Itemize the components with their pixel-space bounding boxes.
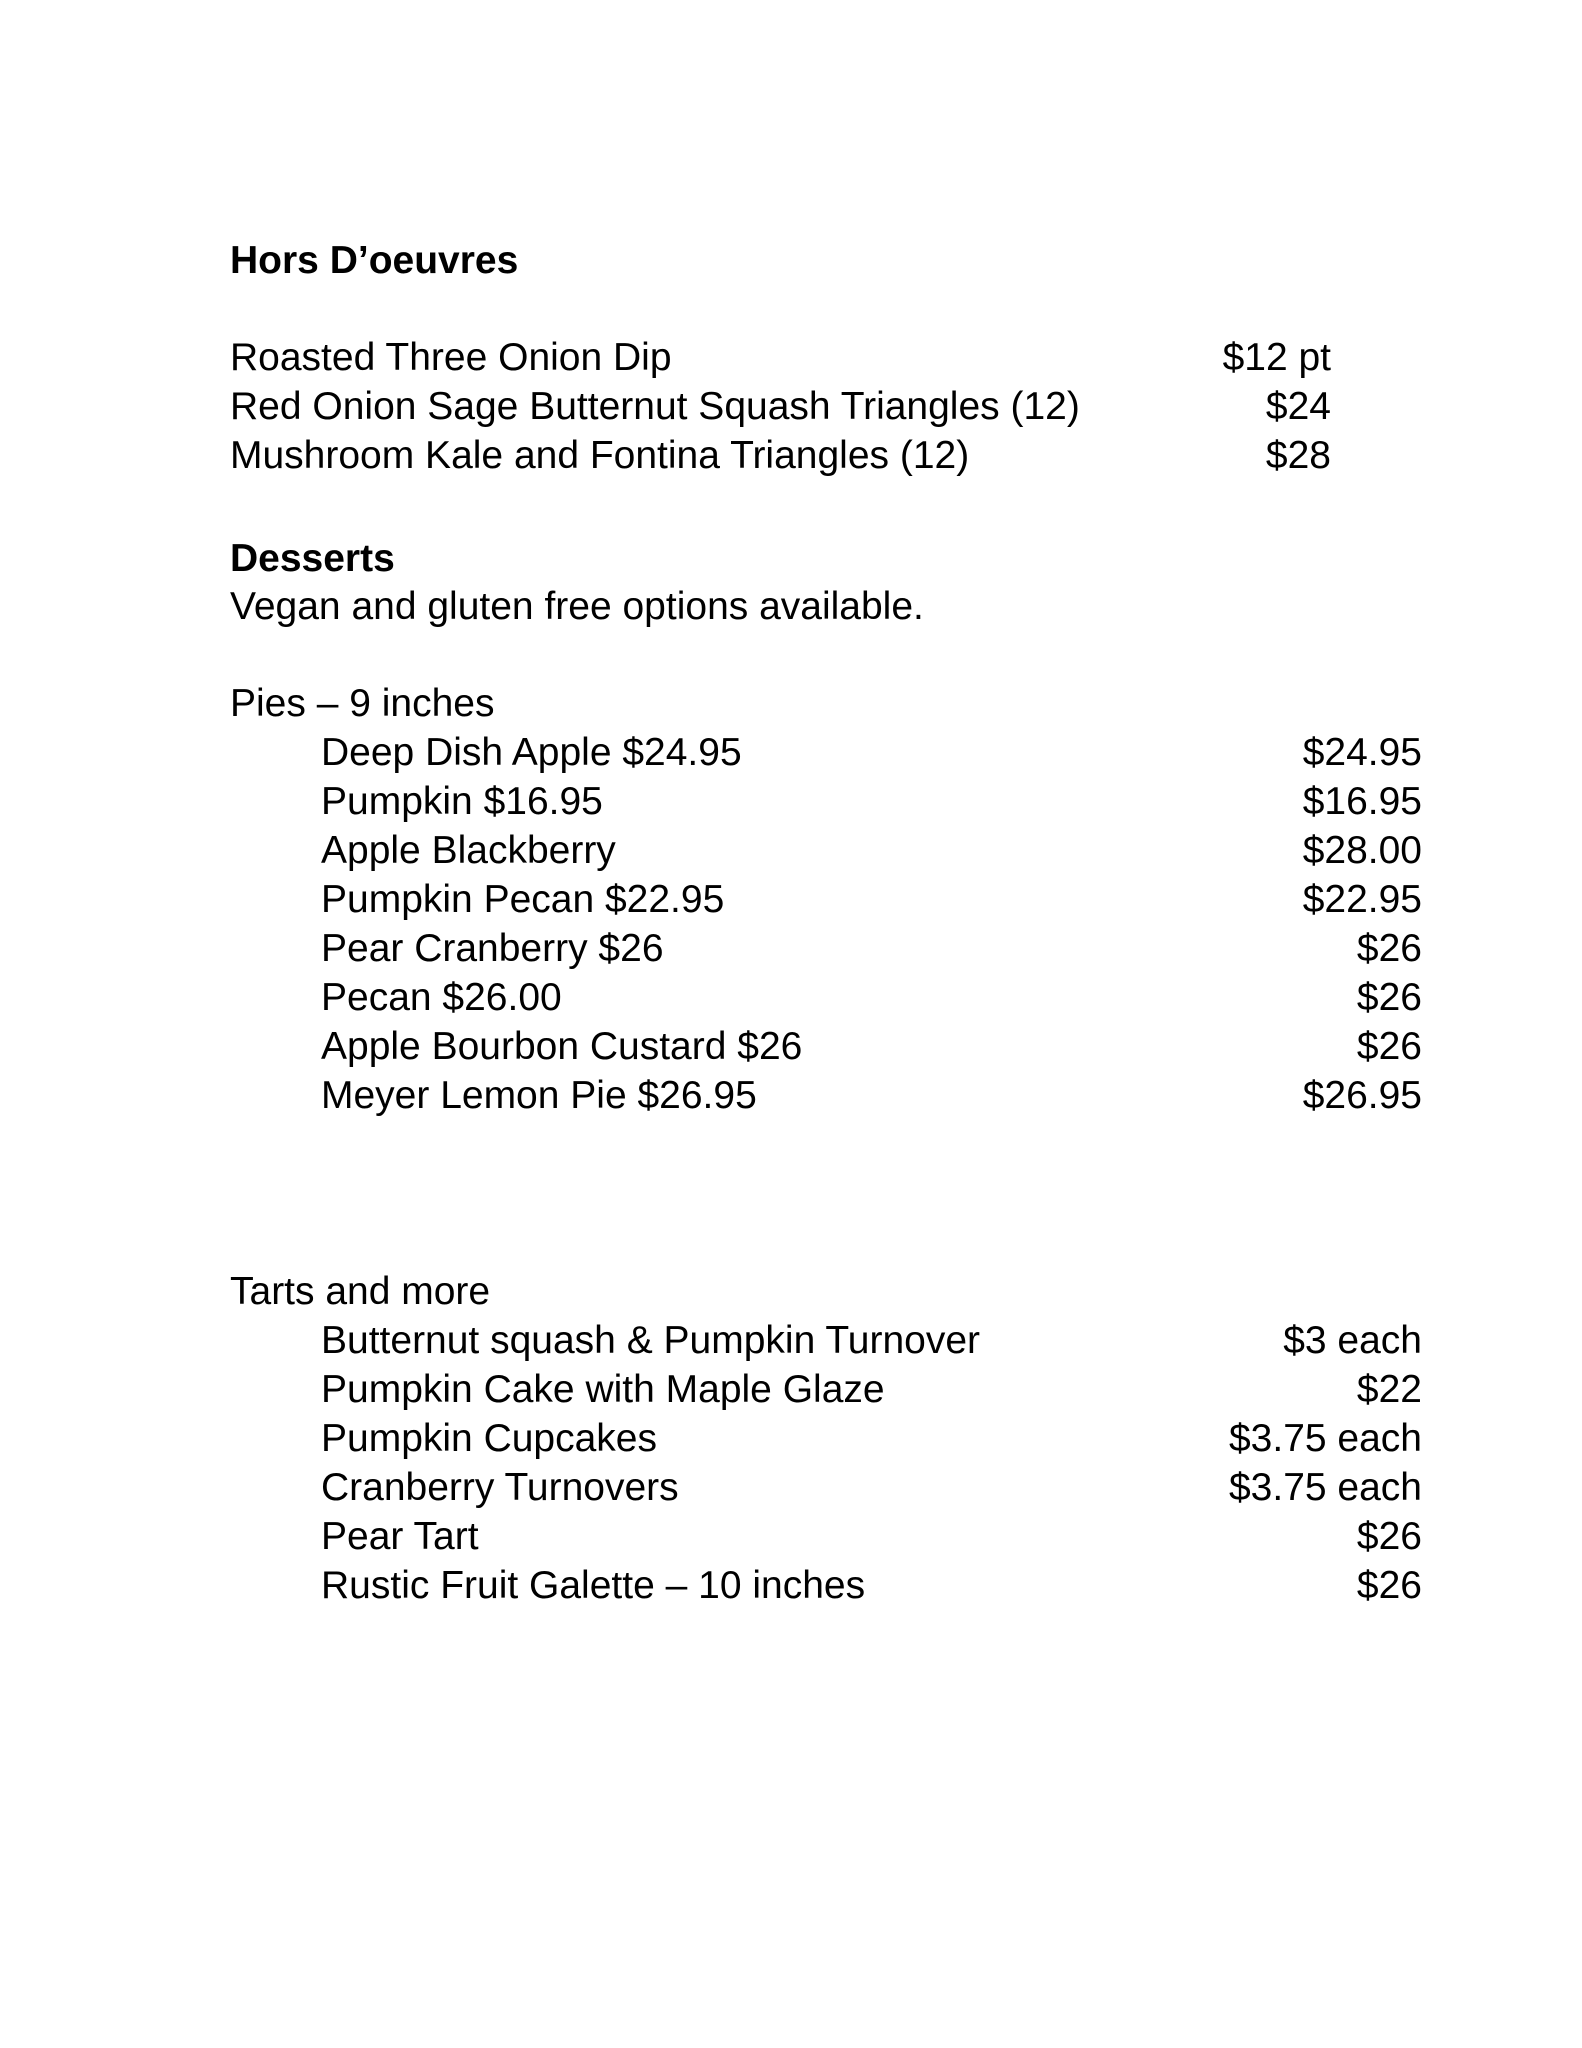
desserts-note: Vegan and gluten free options available. [230,585,924,628]
item-name: Red Onion Sage Butternut Squash Triangles (12) [230,385,1080,428]
item-price: $3.75 each [1228,1466,1422,1509]
item-price: $26.95 [1302,1074,1422,1117]
menu-item [321,1512,1422,1561]
item-name: Cranberry Turnovers [321,1466,679,1509]
item-name: Mushroom Kale and Fontina Triangles (12) [230,434,970,477]
item-name: Apple Blackberry [321,829,616,872]
menu-item [321,1561,1422,1610]
item-name: Pear Tart [321,1515,479,1558]
item-price: $28 [1265,434,1331,477]
item-price: $26 [1356,976,1422,1019]
hors-doeuvres-list [230,333,1331,480]
pies-list [321,728,1422,1120]
item-price: $22.95 [1302,878,1422,921]
tarts-heading: Tarts and more [230,1270,491,1313]
menu-item [321,728,1422,777]
menu-item [230,333,1331,382]
item-name: Butternut squash & Pumpkin Turnover [321,1319,981,1362]
menu-item [321,1365,1422,1414]
item-price: $28.00 [1302,829,1422,872]
item-price: $3 each [1283,1319,1422,1362]
item-price: $26 [1356,1515,1422,1558]
menu-item [230,431,1331,480]
menu-item [321,924,1422,973]
item-name: Pumpkin Pecan $22.95 [321,878,725,921]
item-price: $26 [1356,1564,1422,1607]
menu-item [321,1316,1422,1365]
menu-item [321,973,1422,1022]
item-name: Deep Dish Apple $24.95 [321,731,742,774]
item-price: $16.95 [1302,780,1422,823]
item-name: Roasted Three Onion Dip [230,336,672,379]
menu-item [230,382,1331,431]
item-price: $26 [1356,927,1422,970]
menu-item [321,875,1422,924]
item-price: $3.75 each [1228,1417,1422,1460]
item-name: Apple Bourbon Custard $26 [321,1025,803,1068]
item-price: $22 [1356,1368,1422,1411]
menu-item [321,1463,1422,1512]
menu-item [321,826,1422,875]
item-price: $24 [1265,385,1331,428]
desserts-heading: Desserts [230,537,395,580]
item-price: $26 [1356,1025,1422,1068]
item-name: Pumpkin Cake with Maple Glaze [321,1368,885,1411]
item-name: Rustic Fruit Galette – 10 inches [321,1564,866,1607]
item-name: Meyer Lemon Pie $26.95 [321,1074,757,1117]
menu-item [321,1071,1422,1120]
tarts-list [321,1316,1422,1610]
menu-item [321,1022,1422,1071]
hors-doeuvres-heading: Hors D’oeuvres [230,239,519,282]
menu-item [321,1414,1422,1463]
item-price: $24.95 [1302,731,1422,774]
menu-item [321,777,1422,826]
item-price: $12 pt [1222,336,1331,379]
item-name: Pear Cranberry $26 [321,927,664,970]
item-name: Pumpkin Cupcakes [321,1417,657,1460]
item-name: Pecan $26.00 [321,976,562,1019]
item-name: Pumpkin $16.95 [321,780,603,823]
pies-heading: Pies – 9 inches [230,682,495,725]
